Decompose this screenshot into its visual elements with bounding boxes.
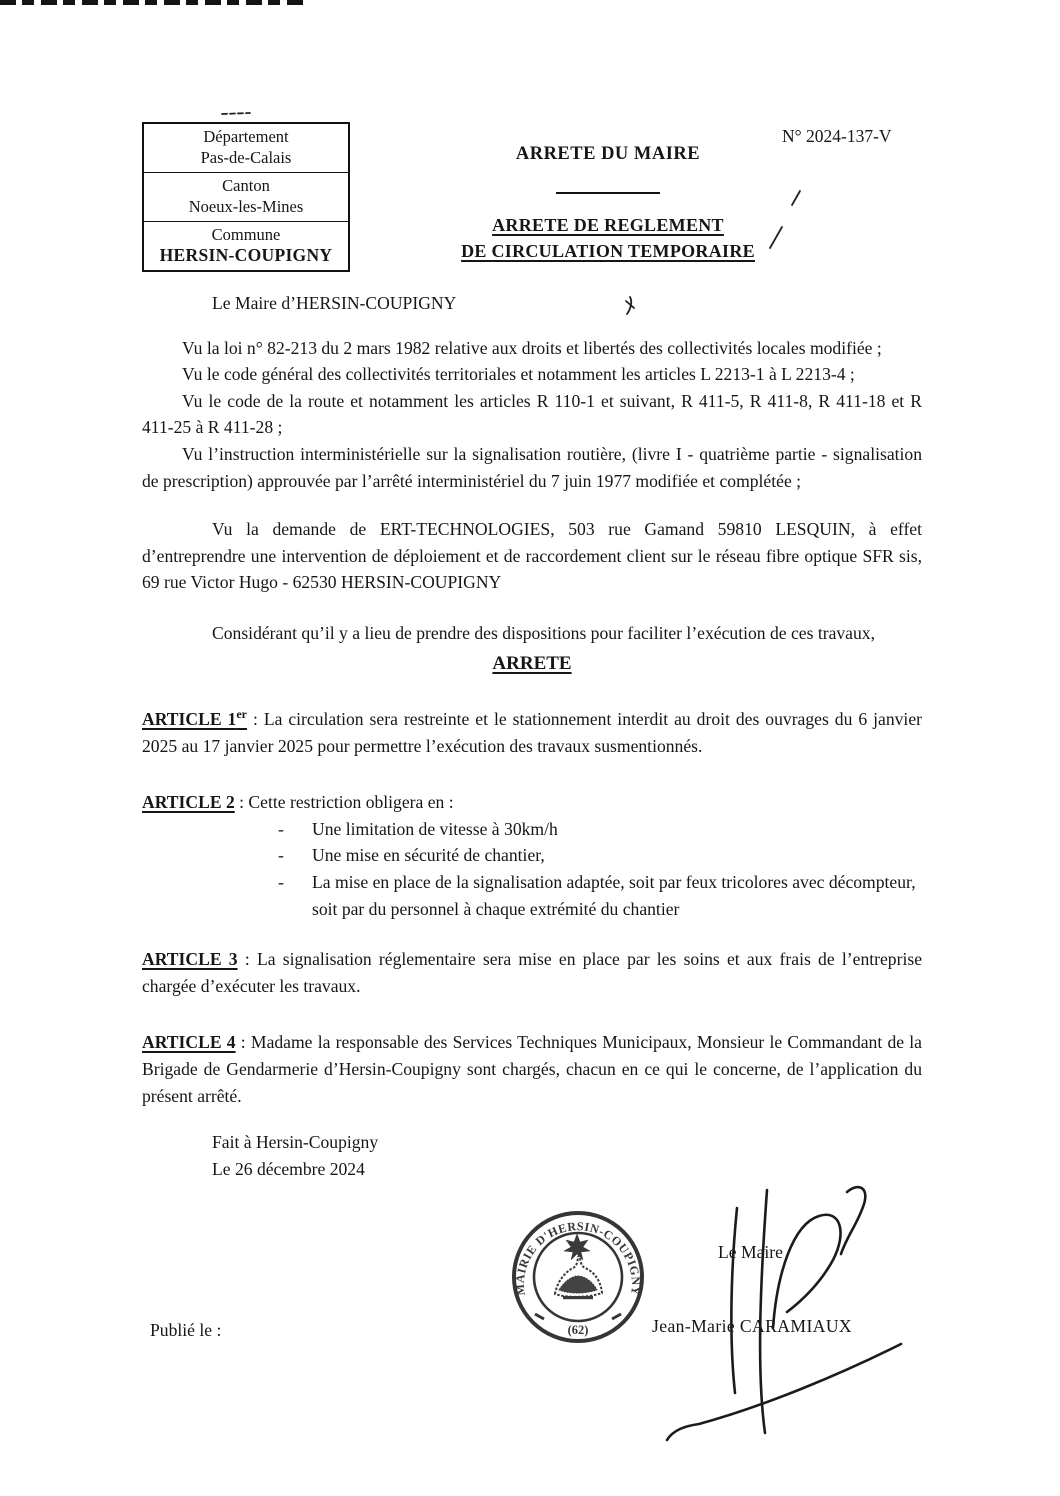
salutation: Le Maire d’HERSIN-COUPIGNY <box>212 293 457 313</box>
canton-value: Noeux-les-Mines <box>188 197 304 216</box>
article-1 <box>142 701 922 759</box>
article-4 <box>142 1029 922 1109</box>
canton-label: Canton <box>222 176 270 195</box>
subtitle-line-1: ARRETE DE REGLEMENT <box>492 215 724 235</box>
departement-label: Département <box>203 127 289 146</box>
article-1-label: ARTICLE 1er <box>142 707 247 729</box>
article-2 <box>142 789 922 816</box>
administrative-box <box>142 122 350 272</box>
considering-paragraph: Considérant qu’il y a lieu de prendre des dispositions pour faciliter l’exécution de ces travaux, <box>212 622 875 643</box>
dash-bullet: - <box>278 845 284 866</box>
list-item <box>142 816 922 843</box>
article-2-label: ARTICLE 2 <box>142 792 235 813</box>
article-3-label: ARTICLE 3 <box>142 949 238 970</box>
signatory-name: Jean-Marie CARAMIAUX <box>652 1316 853 1336</box>
scan-noise-dashes <box>222 113 250 114</box>
departement-value: Pas-de-Calais <box>200 148 292 167</box>
list-item-text: Une limitation de vitesse à 30km/h <box>312 818 558 839</box>
decree-heading <box>142 651 922 678</box>
recital-code-route: Vu le code de la route et notamment les articles R 110-1 et suivant, R 411-5, R 411-8, R 411-18 et R 411-25 à R 411-28 ; <box>142 390 922 438</box>
commune-value: HERSIN-COUPIGNY <box>159 245 333 265</box>
document-number: N° 2024-137-V <box>782 126 892 146</box>
main-title: ARRETE DU MAIRE <box>515 144 701 164</box>
list-item-text: La mise en place de la signalisation adaptée, soit par feux tricolores avec décompteur, soit par du personnel à chaque extrémité du chantier <box>312 871 916 919</box>
article-1-sup: er <box>236 707 247 722</box>
closing-place: Fait à Hersin-Coupigny <box>212 1132 379 1153</box>
stamp-ring-text: MAIRIE D'HERSIN-COUPIGNY <box>512 1219 644 1297</box>
pen-mark-slash-1 <box>792 191 800 205</box>
recital-instruction: Vu l’instruction interministérielle sur la signalisation routière, (livre I - quatrième partie - signalisation de prescription) approuvée par l’arrêté interministériel du 7 juin 1977 modifiée et complétée ; <box>142 443 922 491</box>
closing-date: Le 26 décembre 2024 <box>212 1158 365 1179</box>
admin-box-commune <box>144 222 348 270</box>
admin-box-departement <box>144 124 348 173</box>
recital-cgct: Vu le code général des collectivités territoriales et notamment les articles L 2213-1 à L 2213-4 ; <box>182 364 855 385</box>
dash-bullet: - <box>278 871 284 892</box>
decree-heading-text: ARRETE <box>492 652 572 674</box>
stamp-emblem <box>555 1234 602 1299</box>
article-3-text: : La signalisation réglementaire sera mise en place par les soins et aux frais de l’entreprise chargée d’exécuter les travaux. <box>142 949 922 996</box>
article-2-list <box>142 816 922 922</box>
scan-artifact-top-edge <box>0 0 308 5</box>
article-4-label: ARTICLE 4 <box>142 1032 236 1053</box>
admin-box-canton <box>144 173 348 222</box>
list-item <box>142 869 922 922</box>
article-3 <box>142 946 922 999</box>
list-item <box>142 842 922 869</box>
closing-block <box>142 1129 922 1182</box>
municipal-stamp-seal <box>507 1206 649 1348</box>
decree-body <box>142 290 922 1182</box>
dash-bullet: - <box>278 818 284 839</box>
subtitle-line-2: DE CIRCULATION TEMPORAIRE <box>461 241 755 261</box>
mayor-signature <box>615 1178 915 1448</box>
title-divider-rule <box>556 192 660 194</box>
request-paragraph: Vu la demande de ERT-TECHNOLOGIES, 503 rue Gamand 59810 LESQUIN, à effet d’entreprendre une intervention de déploiement et de raccordement client sur le réseau fibre optique SFR sis, 69 rue Victor Hugo - 62530 HERSIN-COUPIGNY <box>142 519 922 593</box>
article-2-text: : Cette restriction obligera en : <box>234 792 454 813</box>
commune-label: Commune <box>211 225 281 244</box>
published-date-label: Publié le : <box>150 1320 222 1340</box>
article-4-text: : Madame la responsable des Services Techniques Municipaux, Monsieur le Commandant de la Brigade de Gendarmerie d’Hersin-Coupigny sont chargés, chacun en ce qui le concerne, de l’application du présent arrêté. <box>142 1032 922 1106</box>
subtitle <box>408 212 808 264</box>
stamp-department-number: (62) <box>567 1323 589 1337</box>
signatory-title: Le Maire <box>718 1242 783 1262</box>
list-item-text: Une mise en sécurité de chantier, <box>312 845 545 866</box>
article-1-text: : La circulation sera restreinte et le stationnement interdit au droit des ouvrages du 6 janvier 2025 au 17 janvier 2025 pour permettre l’exécution des travaux susmentionnés. <box>142 708 922 756</box>
recital-law: Vu la loi n° 82-213 du 2 mars 1982 relative aux droits et libertés des collectivités locales modifiée ; <box>182 337 882 358</box>
